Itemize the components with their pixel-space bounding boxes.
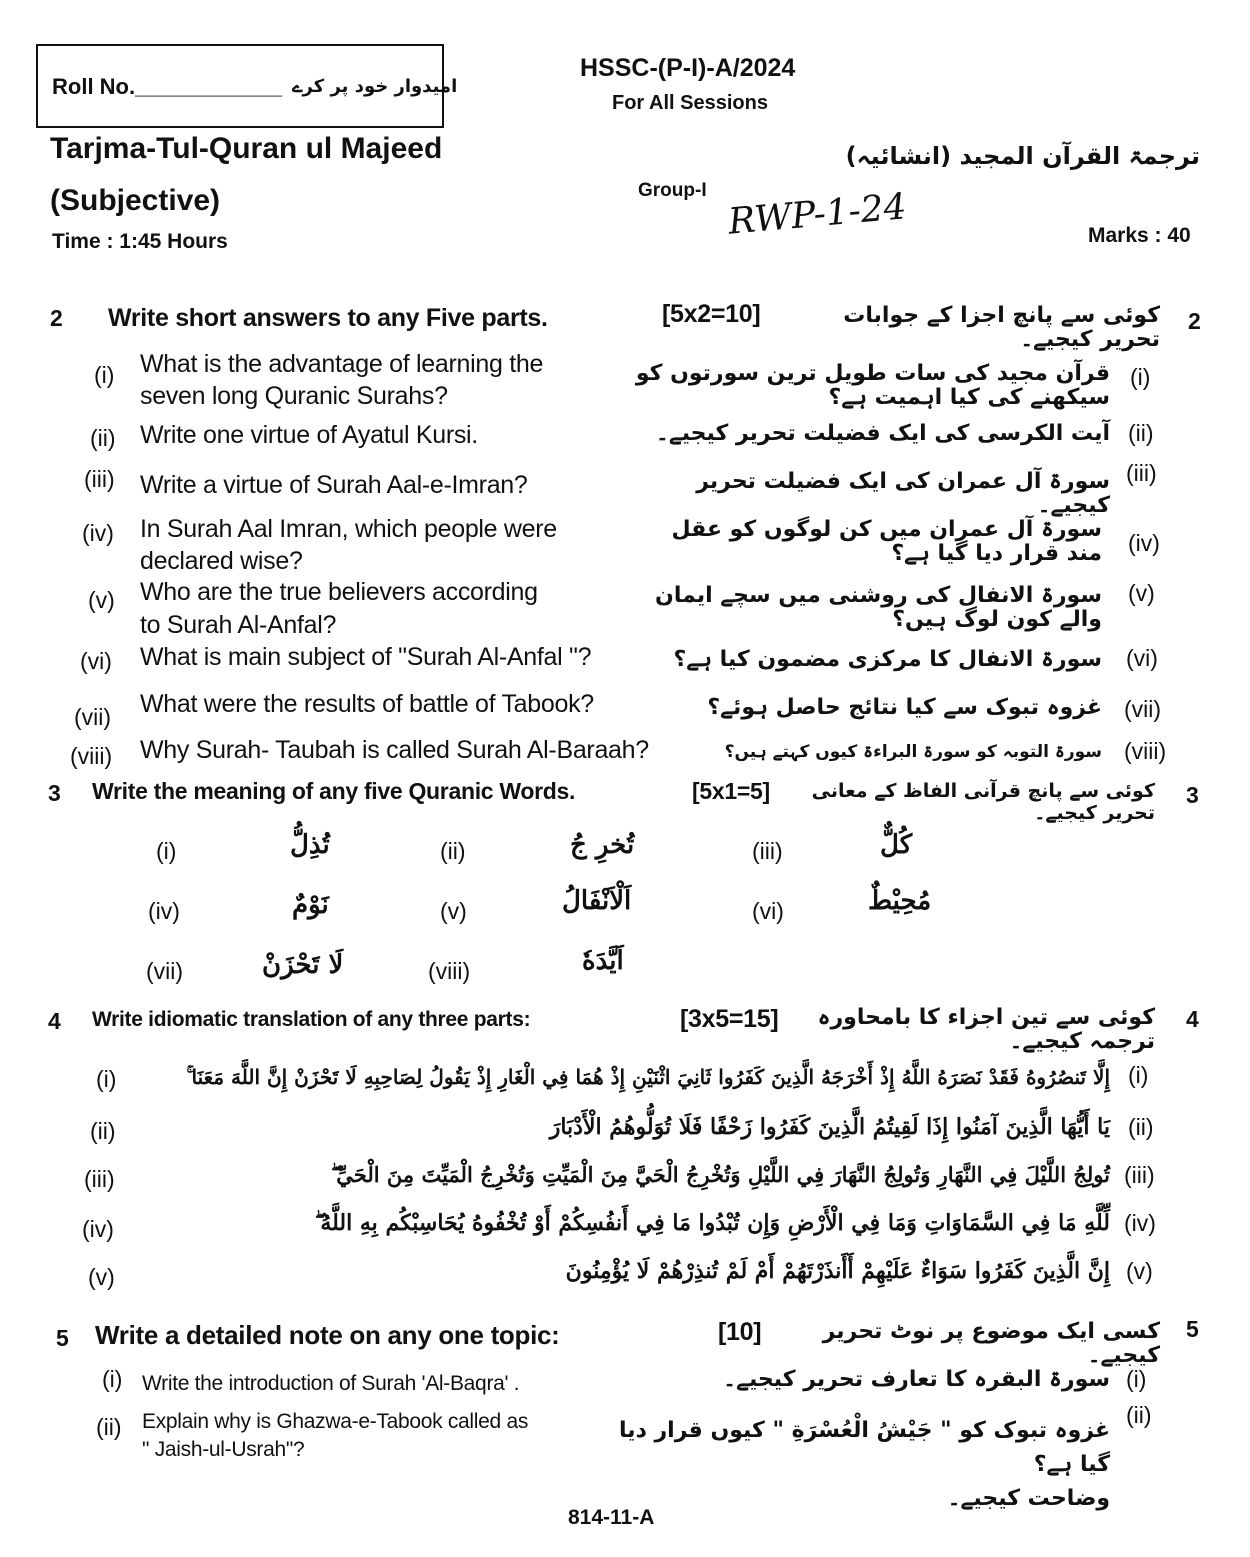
footer-code: 814-11-A [568,1506,655,1529]
question-number: 5 [56,1325,69,1351]
question-title-urdu: کوئی سے پانچ اجزا کے جوابات تحریر کیجیے۔ [843,303,1160,352]
question-marks: [10] [718,1318,762,1346]
roll-number-urdu: امیدوار خود پر کرے [292,76,458,97]
exam-paper: Roll No.____________ امیدوار خود پر کرے HSSC-(P-I)-A/2024 For All Sessions Tarjma-Tul-Quran ul Majeed (Subjective) ترجمۃ القرآن المجید (انشائیہ) Group-I RWP-1-24 Time : 1:45 Hours Marks : 40 2 Write short answers to any Five parts. [5x2=10] کوئی سے پانچ اجزا کے جوابات تحریر کیجیے۔ 2 (i) What is the advantage of learning the seven long Quranic Surahs? قرآن مجید کی سات طویل ترین سورتوں کو سیکھنے کی کیا اہمیت ہے؟ (i) (ii) Write one virtue of Ayatul Kursi. آیت الکرسی کی ایک فضیلت تحریر کیجیے۔ (ii) (iii) Write a virtue of Surah Aal-e-Imran? سورۃ آل عمران کی ایک فضیلت تحریر کیجیے۔ (iii) (iv) In Surah Aal Imran, which people were declared wise? سورۃ آل عمران میں کن لوگوں کو عقل مند قرار دیا گیا ہے؟ (iv) (v) Who are the true believers according to Surah Al-Anfal? سورۃ الانفال کی روشنی میں سچے ایمان والے کون لوگ ہیں؟ (v) (vi) What is main subject of "Surah Al-Anfal "? سورۃ الانفال کا مرکزی مضمون کیا ہے؟ (vi) (vii) What were the results of battle of Tabook? غزوہ تبوک سے کیا نتائج حاصل ہوئے؟ (vii) (viii) Why Surah- Taubah is called Surah Al-Baraah? سورۃ التوبہ کو سورۃ البراءۃ کیوں کہتے ہیں؟ (viii) 3 Write the meaning of any five Quranic Words. [5x1=5] کوئی سے پانچ قرآنی الفاظ کے معانی تحریر کیجیے۔ 3 (i) تُذِلُّ (ii) تُخرِ جُ (iii) كُلٌّ (iv) نَوْمٌ (v) اَلْاَنْفَالُ (vi) مُحِيْطٌ (vii) لَا تَحْزَنْ (viii) اَيَّدَهٗ 4 Write idiomatic translation of any three parts: [3x5=15] کوئی سے تین اجزاء کا بامحاورہ ترجمہ کیجیے۔ 4 (i) إِلَّا تَنصُرُوهُ فَقَدْ نَصَرَهُ اللَّهُ إِذْ أَخْرَجَهُ الَّذِينَ كَفَرُوا ثَانِيَ اثْنَيْنِ إِذْ هُمَا فِي الْغَارِ إِذْ يَقُولُ لِصَاحِبِهِ لَا تَحْزَنْ إِنَّ اللَّهَ مَعَنَا ۚ (i) (ii) يَا أَيُّهَا الَّذِينَ آمَنُوا إِذَا لَقِيتُمُ الَّذِينَ كَفَرُوا زَحْفًا فَلَا تُوَلُّوهُمُ الْأَدْبَارَ (ii) (iii) تُولِجُ اللَّيْلَ فِي النَّهَارِ وَتُولِجُ النَّهَارَ فِي اللَّيْلِ وَتُخْرِجُ الْحَيَّ مِنَ الْمَيِّتِ وَتُخْرِجُ الْمَيِّتَ مِنَ الْحَيِّ ۖ (iii) (iv) لِّلَّهِ مَا فِي السَّمَاوَاتِ وَمَا فِي الْأَرْضِ وَإِن تُبْدُوا مَا فِي أَنفُسِكُمْ أَوْ تُخْفُوهُ يُحَاسِبْكُم بِهِ اللَّهُ ۖ (iv) (v) إِنَّ الَّذِينَ كَفَرُوا سَوَاءٌ عَلَيْهِمْ أَأَنذَرْتَهُمْ أَمْ لَمْ تُنذِرْهُمْ لَا يُؤْمِنُونَ (v) 5 Write a detailed note on any one topic: [10] کسی ایک موضوع پر نوٹ تحریر کیجیے۔ 5 (i) Write the introduction of Surah 'Al-Baqra' . سورۃ البقرہ کا تعارف تحریر کیجیے۔ (i) (ii) Explain why is Ghazwa-e-Tabook called as " Jaish-ul-Usrah"? غزوہ تبوک کو " جَيْشُ الْعُسْرَةِ " کیوں قرار دیا گیا ہے؟ وضاحت کیجیے۔ (ii) 814-11-A [0,0,1250,1557]
question-number: 4 [48,1008,61,1034]
question-number-urdu: 2 [1188,308,1201,334]
question-title-urdu: کوئی سے تین اجزاء کا بامحاورہ ترجمہ کیجیے۔ [817,1005,1155,1054]
paper-type: (Subjective) [50,184,221,217]
question-title-urdu: کسی ایک موضوع پر نوٹ تحریر کیجیے۔ [822,1319,1160,1368]
subject-title: Tarjma-Tul-Quran ul Majeed [50,132,443,165]
subject-title-urdu: ترجمۃ القرآن المجید (انشائیہ) [845,142,1200,170]
paper-code: HSSC-(P-I)-A/2024 [580,54,796,82]
question-number-urdu: 5 [1186,1316,1199,1342]
question-number: 2 [50,305,63,331]
question-marks: [5x2=10] [662,300,761,328]
question-number: 3 [48,780,61,806]
question-number-urdu: 4 [1186,1006,1199,1032]
handwritten-code: RWP-1-24 [726,186,909,243]
time: Time : 1:45 Hours [52,230,228,253]
group: Group-I [638,180,707,201]
question-title-urdu: کوئی سے پانچ قرآنی الفاظ کے معانی تحریر کیجیے۔ [811,780,1155,824]
urdu-answer-block: غزوہ تبوک کو " جَيْشُ الْعُسْرَةِ " کیوں قرار دیا گیا ہے؟ وضاحت کیجیے۔ [619,1418,1110,1511]
question-number-urdu: 3 [1186,782,1199,808]
question-marks: [3x5=15] [680,1005,779,1033]
question-title: Write short answers to any Five parts. [108,304,548,332]
marks: Marks : 40 [1088,224,1191,247]
question-title: Write the meaning of any five Quranic Words. [92,778,576,804]
question-title: Write a detailed note on any one topic: [95,1320,560,1350]
sessions: For All Sessions [612,92,768,114]
question-marks: [5x1=5] [692,778,770,804]
question-title: Write idiomatic translation of any three parts: [92,1008,531,1031]
roll-number-label: Roll No.____________ [52,74,282,99]
